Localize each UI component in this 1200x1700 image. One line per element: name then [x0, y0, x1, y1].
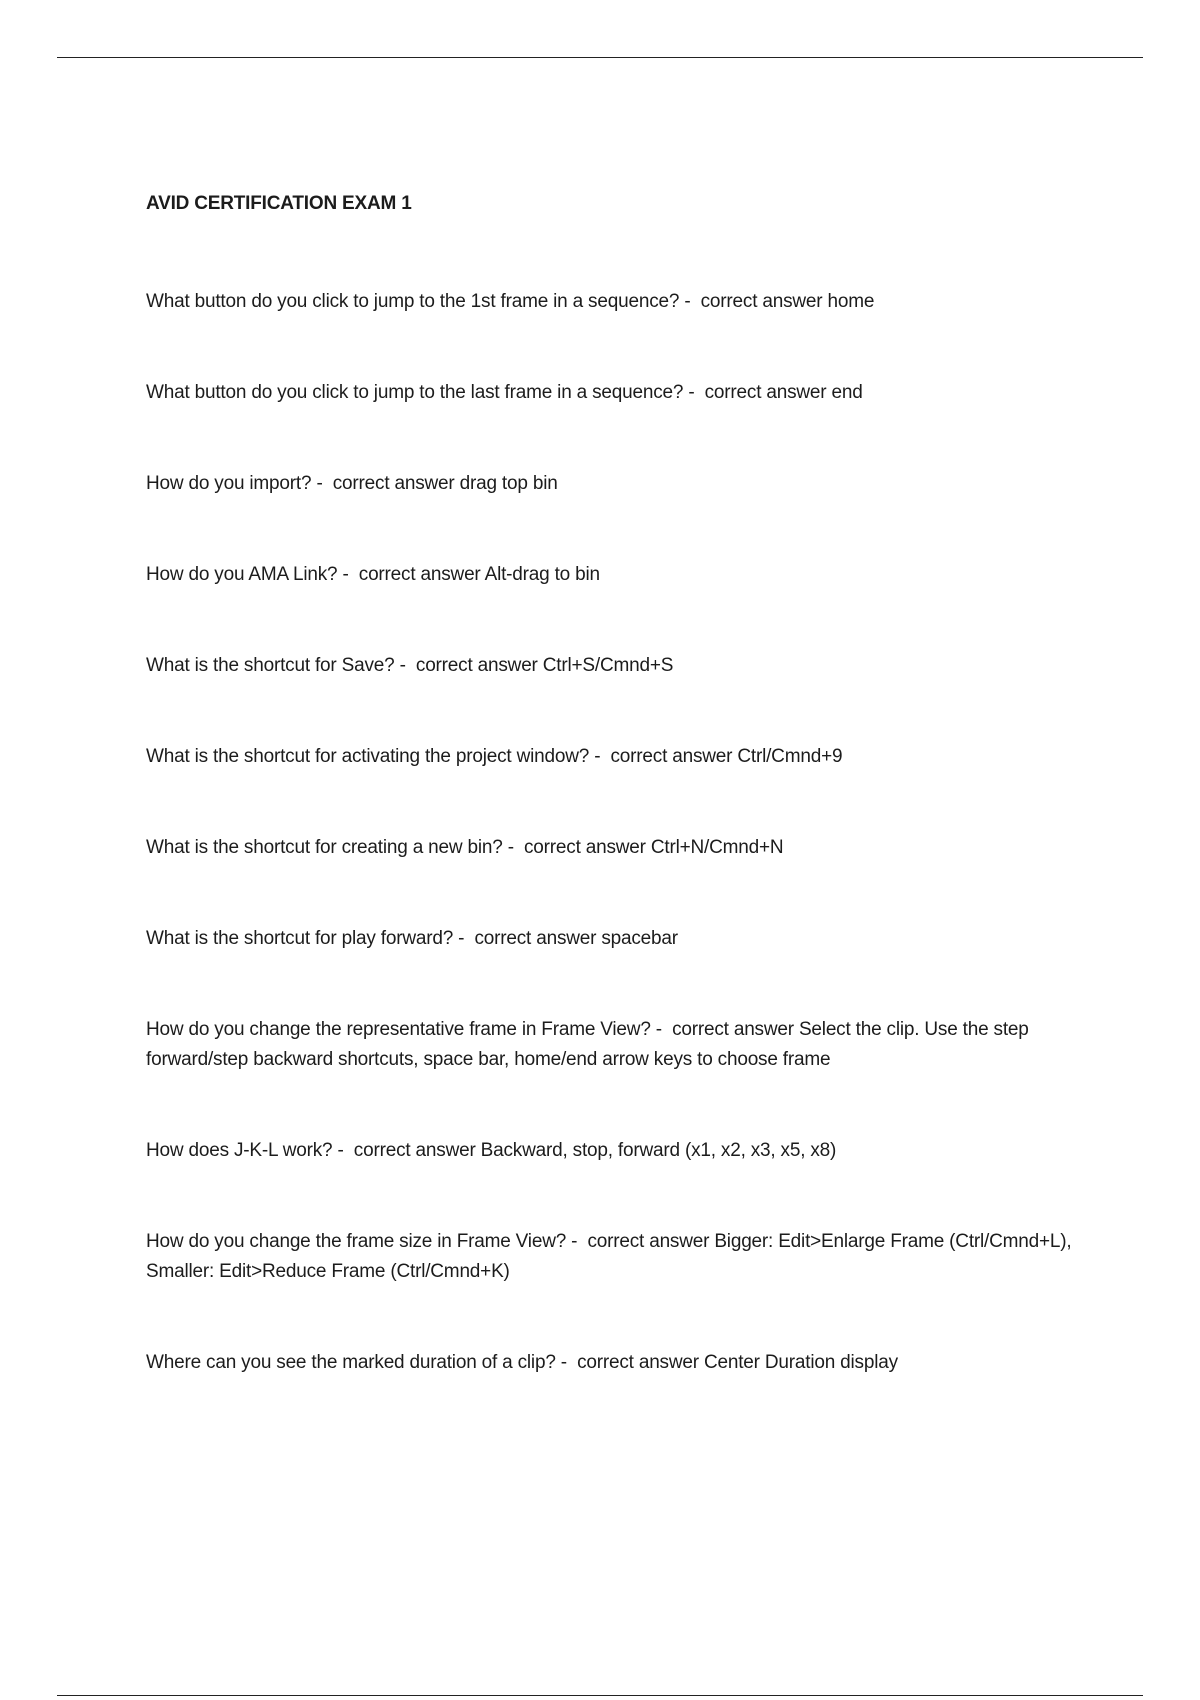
qa-separator: - — [555, 1352, 578, 1373]
answer-text: correct answer end — [704, 382, 863, 403]
qa-separator: - — [650, 1019, 673, 1040]
qa-item — [146, 833, 1076, 863]
qa-separator: - — [679, 291, 701, 312]
qa-item — [146, 742, 1076, 772]
qa-item — [146, 651, 1076, 681]
qa-item — [146, 469, 1076, 499]
qa-separator: - — [683, 382, 705, 403]
qa-separator: - — [566, 1231, 588, 1252]
qa-separator: - — [337, 564, 359, 585]
qa-separator: - — [453, 928, 475, 949]
qa-separator: - — [502, 837, 524, 858]
qa-separator: - — [589, 746, 611, 767]
document-body — [146, 192, 1076, 1439]
qa-item — [146, 1227, 1076, 1287]
qa-separator: - — [332, 1140, 354, 1161]
question-text: How do you AMA Link? — [146, 564, 338, 585]
question-text: What button do you click to jump to the 1st frame in a sequence? — [146, 291, 680, 312]
qa-item — [146, 1348, 1076, 1378]
answer-text: correct answer Bigger: Edit>Enlarge Frame (Ctrl/Cmnd+L), Smaller: Edit>Reduce Frame (Ctrl/Cmnd+K) — [146, 1231, 1072, 1282]
answer-text: correct answer Ctrl+S/Cmnd+S — [415, 655, 674, 676]
question-text: How do you change the representative frame in Frame View? — [146, 1019, 651, 1040]
question-text: How do you change the frame size in Frame View? — [146, 1231, 567, 1252]
answer-text: correct answer Alt-drag to bin — [358, 564, 600, 585]
qa-item — [146, 1015, 1076, 1075]
question-text: What is the shortcut for activating the project window? — [146, 746, 590, 767]
answer-text: correct answer Select the clip. Use the step forward/step backward shortcuts, space bar, home/end arrow keys to choose frame — [146, 1019, 1029, 1070]
question-text: What is the shortcut for creating a new bin? — [146, 837, 503, 858]
qa-separator: - — [311, 473, 333, 494]
qa-item — [146, 924, 1076, 954]
bottom-rule — [57, 1695, 1143, 1696]
answer-text: correct answer drag top bin — [332, 473, 558, 494]
qa-separator: - — [394, 655, 416, 676]
top-rule — [57, 57, 1143, 58]
question-text: What is the shortcut for Save? — [146, 655, 395, 676]
qa-item — [146, 378, 1076, 408]
document-title: AVID CERTIFICATION EXAM 1 — [146, 193, 412, 214]
question-text: Where can you see the marked duration of a clip? — [146, 1352, 556, 1373]
qa-item — [146, 1136, 1076, 1166]
answer-text: correct answer Ctrl+N/Cmnd+N — [523, 837, 784, 858]
answer-text: correct answer home — [700, 291, 875, 312]
qa-item — [146, 560, 1076, 590]
answer-text: correct answer Center Duration display — [577, 1352, 898, 1373]
answer-text: correct answer Backward, stop, forward (x1, x2, x3, x5, x8) — [353, 1140, 837, 1161]
question-text: How does J-K-L work? — [146, 1140, 333, 1161]
question-text: What is the shortcut for play forward? — [146, 928, 454, 949]
answer-text: correct answer Ctrl/Cmnd+9 — [610, 746, 843, 767]
question-text: What button do you click to jump to the last frame in a sequence? — [146, 382, 684, 403]
question-text: How do you import? — [146, 473, 312, 494]
qa-item — [146, 287, 1076, 317]
answer-text: correct answer spacebar — [474, 928, 678, 949]
